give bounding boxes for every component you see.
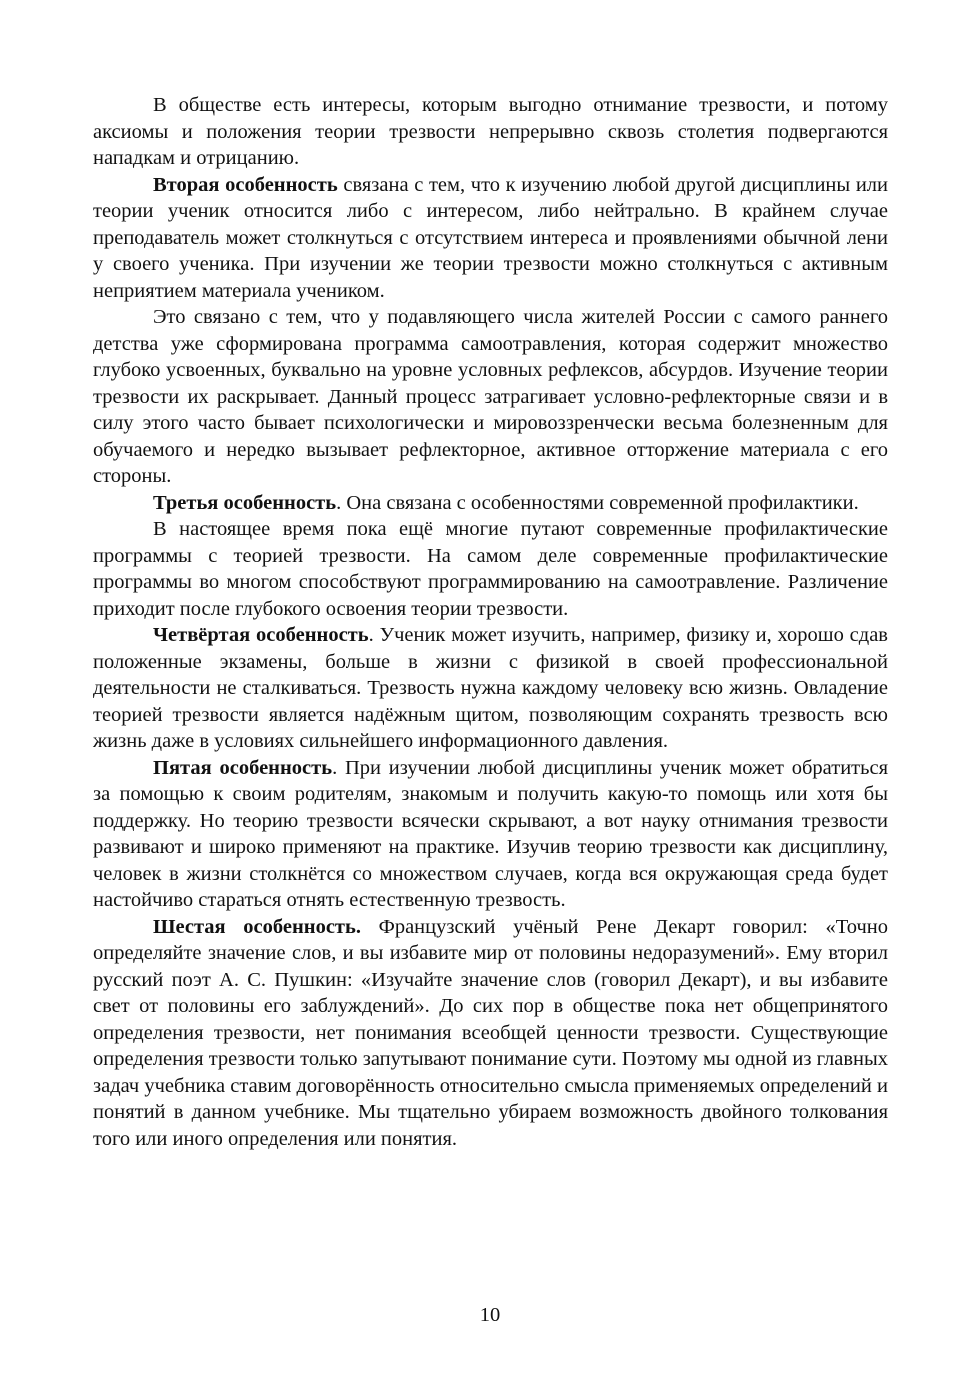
- paragraph-text: . Она связана с особенностями современной профилактики.: [336, 491, 859, 514]
- paragraph-2: [93, 172, 888, 305]
- paragraph-lead: Вторая особенность: [153, 173, 338, 196]
- paragraph-lead: Шестая особенность.: [153, 915, 361, 938]
- paragraph-lead: Третья особенность: [153, 491, 337, 514]
- paragraph-1: [93, 92, 888, 172]
- paragraph-5: [93, 516, 888, 622]
- paragraph-lead: Четвёртая особенность: [153, 624, 369, 646]
- paragraph-text: . При изучении любой дисциплины ученик может обратиться за помощью к своим родителям, знакомым и получить какую-то помощь или хотя бы поддержку. Но теорию трезвости всячески скрывают, а вот науку отнимания трезвости развивают и широко применяют на практике. Изучив теорию трезвости как дисциплину, человек в жизни столкнётся со множеством случаев, когда вся окружающая среда будет настойчиво стараться отнять естественную трезвость.: [93, 756, 888, 911]
- paragraph-3: [93, 304, 888, 490]
- page-body: [93, 92, 888, 1152]
- paragraph-text: связана с тем, что к изучению любой другой дисциплины или теории ученик относится либо с интересом, либо нейтрально. В крайнем случае преподаватель может столкнуться с отсутствием интереса и проявлениями обычной лени у своего ученика. При изучении же теории трезвости можно столкнуться с активным неприятием материала учеником.: [93, 173, 888, 302]
- paragraph-text: В обществе есть интересы, которым выгодно отнимание трезвости, и потому аксиомы и положения теории трезвости непрерывно сквозь столетия подвергаются нападкам и отрицанию.: [93, 94, 888, 169]
- page-number: 10: [479, 1304, 501, 1326]
- paragraph-7: [93, 755, 888, 914]
- paragraph-text: В настоящее время пока ещё многие путают современные профилактические программы с теорией трезвости. На самом деле современные профилактические программы во многом способствуют программированию на самоотравление. Различение приходит после глубокого освоения теории трезвости.: [93, 518, 888, 620]
- paragraph-text: Это связано с тем, что у подавляющего числа жителей России с самого раннего детства уже сформирована программа самоотравления, которая содержит множество глубоко усвоенных, буквально на уровне условных рефлексов, абсурдов. Изучение теории трезвости их раскрывает. Данный процесс затрагивает условно-рефлекторные связи и в силу этого часто бывает психологически и мировоззренчески весьма болезненным для обучаемого и нередко вызывает рефлекторное, активное отторжение материала с его стороны.: [93, 306, 888, 487]
- paragraph-6: [93, 622, 888, 755]
- paragraph-4: [93, 490, 888, 517]
- paragraph-8: [93, 914, 888, 1153]
- paragraph-text: Французский учёный Рене Декарт говорил: «Точно определяйте значение слов, и вы избавите мир от половины недоразумений». Ему вторил русский поэт А. С. Пушкин: «Изучайте значение слов (говорил Декарт), и вы избавите свет от половины его заблуждений». До сих пор в обществе пока нет общепринятого определения трезвости, нет понимания всеобщей ценности трезвости. Существующие определения трезвости только запутывают понимание сути. Поэтому мы одной из главных задач учебника ставим договорённость относительно смысла применяемых определений и понятий в данном учебнике. Мы тщательно убираем возможность двойного толкования того или иного определения или понятия.: [93, 915, 888, 1150]
- paragraph-lead: Пятая особенность: [153, 756, 333, 779]
- paragraph-text: . Ученик может изучить, например, физику и, хорошо сдав положенные экзамены, больше в жизни с физикой в своей профессиональной деятельности не сталкиваться. Трезвость нужна каждому человеку всю жизнь. Овладение теорией трезвости является надёжным щитом, позволяющим сохранять трезвость всю жизнь даже в условиях сильнейшего информационного давления.: [93, 624, 888, 752]
